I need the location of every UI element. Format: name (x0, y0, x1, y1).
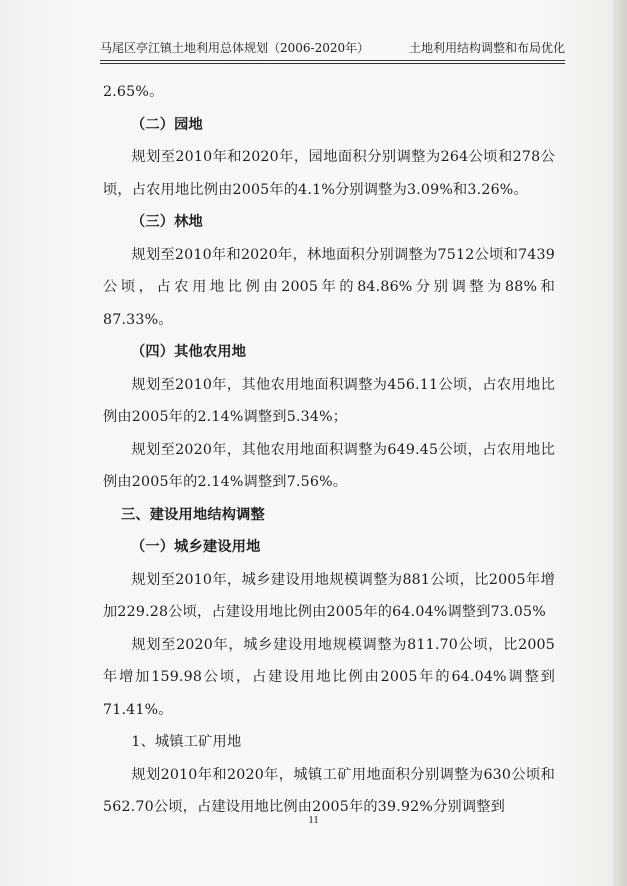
paragraph-urban-rural-2020: 规划至2020年，城乡建设用地规模调整为811.70公顷，比2005年增加159.98公顷，占建设用地比例由2005年的64.04%调整到71.41%。 (103, 636, 555, 718)
subsection-heading-urban-mining: 1、城镇工矿用地 (131, 734, 242, 750)
header-chapter-title: 土地利用结构调整和布局优化 (408, 41, 565, 55)
paragraph-urban-mining: 规划2010年和2020年，城镇工矿用地面积分别调整为630公顷和562.70公顷，占建设用地比例由2005年的39.92%分别调整到 (103, 766, 555, 815)
body-text (103, 76, 555, 824)
running-header (100, 38, 565, 61)
continued-text: 2.65%。 (103, 84, 164, 100)
section-heading-other-farmland: （四）其他农用地 (131, 344, 247, 360)
section-heading-urban-rural: （一）城乡建设用地 (131, 539, 261, 555)
page-edge-shadow (613, 0, 627, 886)
section-heading-orchard: （二）园地 (131, 116, 203, 133)
paragraph-orchard: 规划至2010年和2020年，园地面积分别调整为264公顷和278公顷，占农用地比例由2005年的4.1%分别调整为3.09%和3.26%。 (103, 149, 555, 198)
paragraph-forest: 规划至2010年和2020年，林地面积分别调整为7512公顷和7439公顷，占农用地比例由2005年的84.86%分别调整为88%和87.33%。 (103, 246, 555, 328)
page-number: 11 (308, 814, 319, 826)
paragraph-other-farmland-2010: 规划至2010年，其他农用地面积调整为456.11公顷，占农用地比例由2005年的2.14%调整到5.34%； (103, 376, 555, 425)
paragraph-urban-rural-2010: 规划至2010年，城乡建设用地规模调整为881公顷，比2005年增加229.28公顷，占建设用地比例由2005年的64.04%调整到73.05% (103, 571, 555, 620)
section-heading-forest: （三）林地 (131, 214, 203, 230)
paragraph-other-farmland-2020: 规划至2020年，其他农用地面积调整为649.45公顷，占农用地比例由2005年的2.14%调整到7.56%。 (103, 441, 555, 490)
chapter-heading-construction-land: 三、建设用地结构调整 (121, 506, 265, 523)
header-document-title: 马尾区亭江镇土地利用总体规划（2006-2020年） (100, 41, 370, 55)
